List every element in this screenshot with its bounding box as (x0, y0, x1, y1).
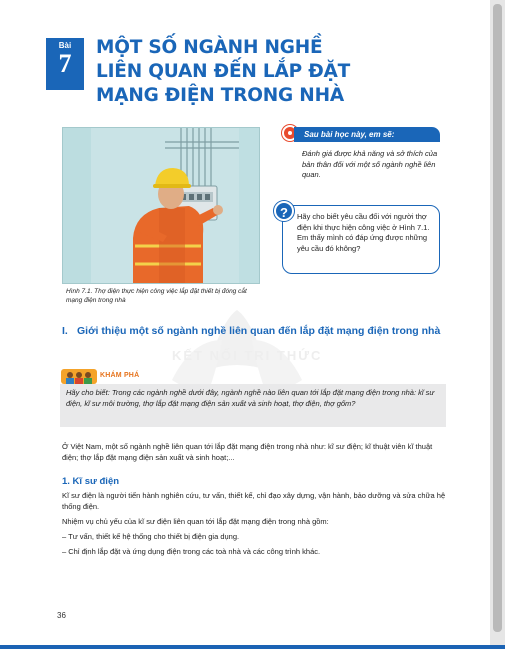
duties-intro: Nhiệm vụ chủ yếu của kĩ sư điện liên quan tới lắp đặt mạng điện trong nhà gồm: (62, 517, 329, 526)
electrician-photo (62, 127, 260, 284)
kham-pha-label: KHÁM PHÁ (100, 372, 140, 379)
scrollbar-thumb[interactable] (493, 4, 502, 632)
lesson-title (96, 36, 386, 108)
subsection-heading: 1. Kĩ sư điện (62, 476, 120, 487)
question-text: Hãy cho biết yêu cầu đối với người thợ điện khi thực hiện công việc ở Hình 7.1. Em thấy mình có đáp ứng được những yêu cầu đó không? (297, 212, 430, 253)
section-number: I. (62, 325, 68, 337)
lesson-number: 7 (58, 49, 72, 78)
duty-item: – Chỉ định lắp đặt và ứng dụng điện trong các toà nhà và các công trình khác. (62, 547, 321, 556)
question-box (282, 205, 440, 274)
lesson-badge (46, 38, 84, 90)
bottom-border (0, 645, 505, 649)
section-heading (62, 324, 452, 338)
duty-item: – Tư vấn, thiết kế hệ thống cho thiết bị điện gia dụng. (62, 532, 240, 541)
title-line-2: LIÊN QUAN ĐẾN LẮP ĐẶT (96, 61, 351, 82)
goals-heading: Sau bài học này, em sẽ: (294, 127, 440, 142)
electrician-illustration (63, 128, 260, 284)
engineer-paragraph: Kĩ sư điện là người tiến hành nghiên cứu, tư vấn, thiết kế, chỉ đạo xây dựng, vận hành, bảo dưỡng và sửa chữa hệ thống điện. (62, 491, 446, 511)
watermark-text: KẾT NỐI TRI THỨC (172, 348, 323, 363)
section-title: Giới thiệu một số ngành nghề liên quan đến lắp đặt mạng điện trong nhà (77, 325, 441, 337)
page-number: 36 (57, 611, 66, 620)
kham-pha-icon (61, 369, 97, 384)
question-mark-icon: ? (274, 201, 294, 221)
goals-text: Đánh giá được khả năng và sở thích của bản thân đối với một số ngành nghề liên quan. (302, 149, 438, 179)
intro-paragraph: Ở Việt Nam, một số ngành nghề liên quan tới lắp đặt mạng điện trong nhà như: kĩ sư điện; kĩ thuật viên kĩ thuật điện; thợ lắp đặt mạng điện sản xuất và sinh hoạt;... (62, 442, 433, 462)
lesson-word: Bài (58, 41, 72, 50)
title-line-1: MỘT SỐ NGÀNH NGHỀ (96, 37, 323, 58)
kham-pha-box (60, 384, 446, 427)
title-line-3: MẠNG ĐIỆN TRONG NHÀ (96, 85, 344, 106)
figure-caption: Hình 7.1. Thợ điện thực hiện công việc lắp đặt thiết bị đóng cắt mạng điện trong nhà (66, 288, 247, 304)
kham-pha-text: Hãy cho biết: Trong các ngành nghề dưới đây, ngành nghề nào liên quan tới lắp đặt mạng điện trong nhà: kĩ sư điện, kĩ sư môi trường, thợ lắp đặt mạng điện sản xuất và sinh hoạt, thợ điện, thợ gốm? (66, 388, 435, 408)
